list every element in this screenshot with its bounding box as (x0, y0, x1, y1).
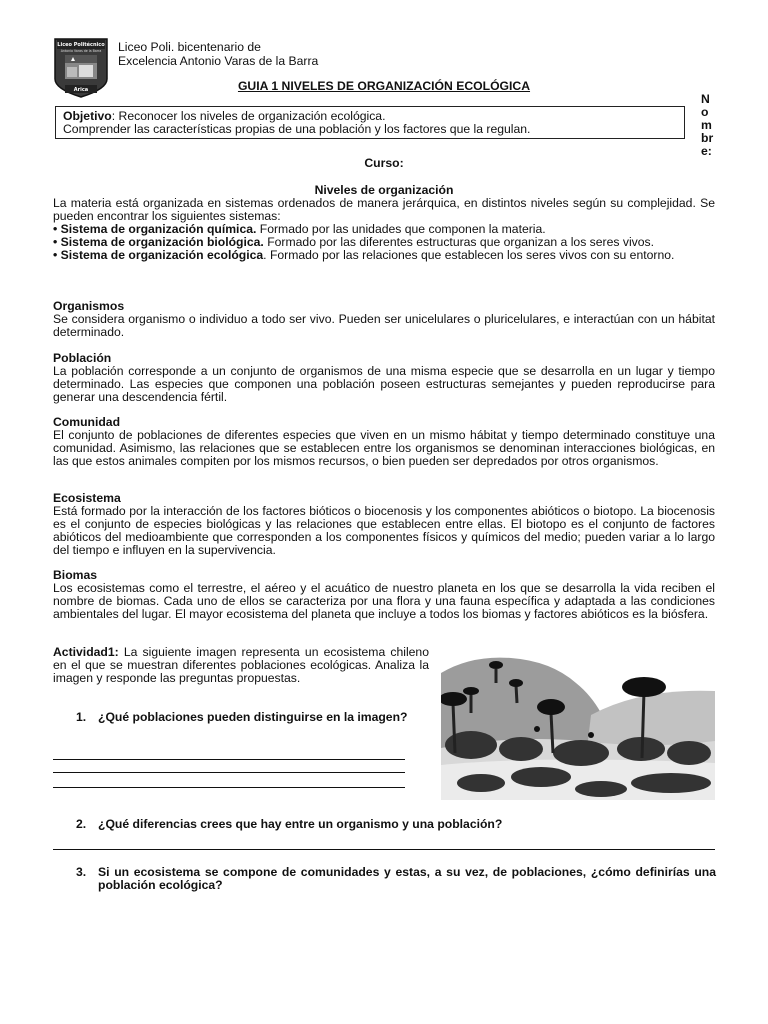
school-line-1: Liceo Poli. bicentenario de (118, 40, 261, 54)
question-text: Si un ecosistema se compone de comunidades y estas, a su vez, de poblaciones, ¿cómo definirías una población ecológica? (98, 865, 716, 892)
question-text: ¿Qué poblaciones pueden distinguirse en la imagen? (98, 710, 408, 724)
question-2 (76, 818, 716, 831)
section-organismos (53, 300, 715, 339)
section-biomas (53, 569, 715, 621)
question-1 (76, 711, 429, 724)
answer-line[interactable] (53, 849, 715, 850)
system-item: • Sistema de organización química. Formado por las unidades que componen la materia. (53, 222, 546, 236)
question-3 (76, 866, 716, 892)
answer-line[interactable] (53, 759, 405, 760)
system-item: • Sistema de organización biológica. Formado por las diferentes estructuras que organizan a los seres vivos. (53, 235, 655, 249)
section-body: La población corresponde a un conjunto de organismos de una misma especie que se desarrolla en un lugar y tiempo determinado. Las especies que componen una población poseen estructuras semejantes y pueden reproducirse para generar una descendencia fértil. (53, 364, 715, 404)
section-body: Los ecosistemas como el terrestre, el aéreo y el acuático de nuestro planeta en los que se desarrolla la vida reciben el nombre de biomas. Cada uno de ellos se caracteriza por una flora y una fauna específica y adaptada a las condiciones ambientales del lugar. El mayor ecosistema del planeta que incluye a todos los biomas y factores abióticos es la biósfera. (53, 581, 715, 621)
ecosystem-image (441, 653, 715, 800)
question-number: 2. (76, 817, 87, 831)
logo-text-mid: Antonio Varas de la Barra (60, 49, 102, 53)
page-title: GUIA 1 NIVELES DE ORGANIZACIÓN ECOLÓGICA (237, 79, 531, 93)
answer-line[interactable] (53, 787, 405, 788)
section-heading: Biomas (53, 568, 98, 582)
section-body: Está formado por la interacción de los factores bióticos o biocenosis y los componentes abióticos o biotopo. La biocenosis es el conjunto de especies biológicas y las relaciones que establecen entre ellas. El biotopo es el conjunto de factores abióticos del medioambiente que corresponden a los componentes físicos y químicos del medio; pueden variar a lo largo del tiempo e influyen en la supervivencia. (53, 504, 715, 557)
section-heading: Ecosistema (53, 491, 121, 505)
activity-intro (53, 646, 429, 685)
section-heading: Comunidad (53, 415, 121, 429)
section-heading: Población (53, 351, 112, 365)
logo-text-bottom: Arica (73, 87, 89, 93)
school-name (118, 41, 318, 68)
activity-label: Actividad1: (53, 645, 119, 659)
question-number: 1. (76, 710, 87, 724)
objective-line-2: Comprender las características propias de una población y los factores que la regulan. (63, 122, 531, 136)
nombre-label: N o m br e: (701, 92, 714, 158)
logo-text-top: Liceo Politécnico (57, 42, 105, 48)
intro-text: La materia está organizada en sistemas ordenados de manera jerárquica, en distintos niveles según su complejidad. Se pueden encontrar los siguientes sistemas: (53, 196, 715, 223)
section-heading: Organismos (53, 299, 125, 313)
question-number: 3. (76, 865, 87, 879)
section-body: Se considera organismo o individuo a todo ser vivo. Pueden ser unicelulares o pluricelulares, e interactúan con un hábitat determinado. (53, 312, 715, 339)
activity-text: La siguiente imagen representa un ecosistema chileno en el que se muestran diferentes poblaciones ecológicas. Analiza la imagen y responde las preguntas propuestas. (53, 645, 429, 685)
section-comunidad (53, 416, 715, 468)
section-ecosistema (53, 492, 715, 557)
curso-label: Curso: (364, 156, 404, 170)
school-line-2: Excelencia Antonio Varas de la Barra (118, 53, 319, 68)
objective-label: Objetivo (63, 109, 112, 123)
objective-line-1: : Reconocer los niveles de organización ecológica. (111, 109, 386, 123)
objective-box (55, 106, 685, 139)
answer-line[interactable] (53, 772, 405, 773)
section-poblacion (53, 352, 715, 404)
section-title: Niveles de organización (314, 183, 454, 197)
system-item: • Sistema de organización ecológica. Formado por las relaciones que establecen los seres vivos con su entorno. (53, 248, 675, 262)
section-body: El conjunto de poblaciones de diferentes especies que viven en un mismo hábitat y tiempo determinado constituye una comunidad. Asimismo, las relaciones que se establecen entre los organismos se denominan interacciones biológicas, en las que estos animales compiten por los mismos recursos, o bien pueden ser depredados por otros organismos. (53, 428, 715, 468)
intro-block (53, 197, 715, 262)
question-text: ¿Qué diferencias crees que hay entre un organismo y una población? (98, 817, 503, 831)
